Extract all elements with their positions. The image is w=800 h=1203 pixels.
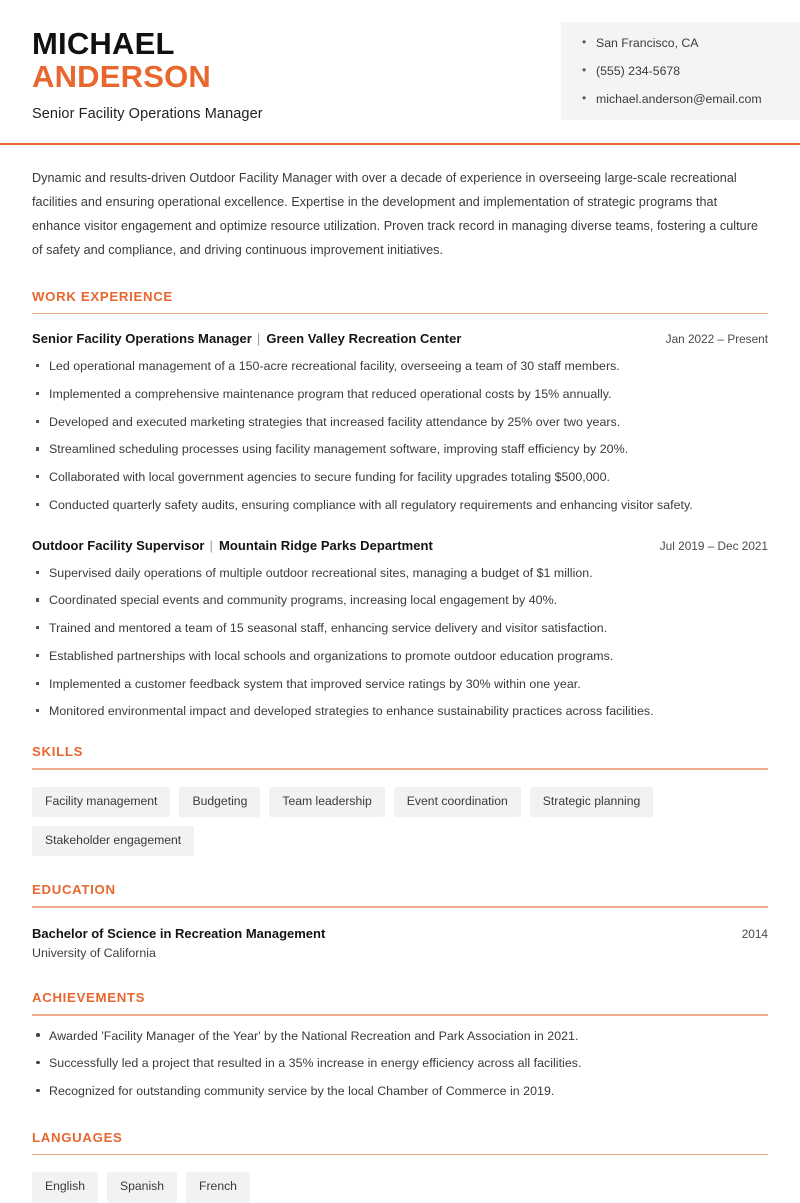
section-work-experience [32, 289, 768, 720]
job-bullet: Streamlined scheduling processes using facility management software, improving staff efficiency by 20%. [49, 441, 768, 458]
contact-item-location: • San Francisco, CA [593, 36, 784, 51]
skill-chip: Event coordination [394, 787, 521, 817]
job-bullet: Conducted quarterly safety audits, ensuring compliance with all regulatory requirements and enhancing visitor safety. [49, 497, 768, 514]
section-underline [32, 768, 768, 770]
job-bullet-list [32, 358, 768, 513]
skills-chip-list [32, 787, 768, 857]
contact-item-email[interactable]: • michael.anderson@email.com [593, 92, 784, 107]
job-bullet-list [32, 565, 768, 720]
achievement-item: Recognized for outstanding community service by the local Chamber of Commerce in 2019. [49, 1083, 768, 1100]
header-job-title: Senior Facility Operations Manager [32, 105, 263, 122]
section-title-achievements: ACHIEVEMENTS [32, 990, 146, 1006]
job-entry [32, 331, 768, 513]
job-bullet: Implemented a customer feedback system that improved service ratings by 30% within one year. [49, 676, 768, 693]
languages-chip-list [32, 1172, 768, 1202]
job-bullet: Implemented a comprehensive maintenance program that reduced operational costs by 15% annually. [49, 386, 768, 403]
section-skills [32, 744, 768, 856]
skill-chip: Budgeting [179, 787, 260, 817]
job-bullet: Led operational management of a 150-acre recreational facility, overseeing a team of 30 staff members. [49, 358, 768, 375]
section-title-languages: LANGUAGES [32, 1129, 123, 1145]
section-education [32, 882, 768, 960]
job-role: Senior Facility Operations Manager [32, 331, 252, 347]
job-company: Green Valley Recreation Center [266, 331, 462, 347]
section-underline [32, 313, 768, 315]
education-year: 2014 [741, 927, 768, 942]
education-degree: Bachelor of Science in Recreation Management [32, 926, 326, 942]
contact-info-box [561, 22, 800, 120]
education-header [32, 926, 768, 941]
language-chip: French [186, 1172, 250, 1202]
job-separator: | [209, 537, 213, 553]
section-title-education: EDUCATION [32, 882, 116, 898]
job-separator: | [256, 331, 261, 347]
language-chip: Spanish [107, 1172, 177, 1202]
section-languages [32, 1130, 768, 1203]
job-bullet: Trained and mentored a team of 15 seasonal staff, enhancing service delivery and visitor satisfaction. [49, 620, 768, 637]
contact-item-phone[interactable]: • (555) 234-5678 [593, 64, 784, 79]
section-achievements [32, 990, 768, 1100]
job-bullet: Supervised daily operations of multiple outdoor recreational sites, managing a budget of $1 million. [49, 565, 768, 582]
achievement-item: Awarded 'Facility Manager of the Year' by the National Recreation and Park Association in 2021. [49, 1028, 768, 1045]
job-bullet: Collaborated with local government agencies to secure funding for facility upgrades totaling $500,000. [49, 469, 768, 486]
achievements-list [32, 1028, 768, 1100]
section-title-work-experience: WORK EXPERIENCE [32, 288, 173, 304]
professional-summary: Dynamic and results-driven Outdoor Facility Manager with over a decade of experience in overseeing large-scale recreational facilities and ensuring operational excellence. Expertise in the development and implementation of strategic programs that enhance visitor engagement and optimize resource utilization. Proven track record in managing diverse teams, fostering a culture of safety and compliance, and driving continuous improvement initiatives. [32, 170, 759, 258]
job-entry [32, 538, 768, 720]
job-company: Mountain Ridge Parks Department [218, 537, 433, 553]
job-bullet: Established partnerships with local schools and organizations to promote outdoor education programs. [49, 648, 768, 665]
job-title-company [32, 331, 461, 346]
job-role: Outdoor Facility Supervisor [32, 537, 205, 553]
resume-header [0, 0, 800, 122]
section-underline [32, 906, 768, 908]
job-header [32, 331, 768, 346]
job-bullet: Developed and executed marketing strategies that increased facility attendance by 25% over two years. [49, 414, 768, 431]
skill-chip: Strategic planning [530, 787, 654, 817]
contact-list [579, 36, 784, 106]
skill-chip: Team leadership [269, 787, 384, 817]
education-school: University of California [32, 946, 156, 961]
header-identity [0, 22, 263, 122]
job-dates: Jul 2019 – Dec 2021 [659, 538, 768, 553]
job-bullet: Coordinated special events and community programs, increasing local engagement by 40%. [49, 592, 768, 609]
last-name: ANDERSON [32, 59, 212, 95]
section-underline [32, 1014, 768, 1016]
skill-chip: Stakeholder engagement [32, 826, 194, 856]
skill-chip: Facility management [32, 787, 170, 817]
resume-content [0, 166, 800, 1203]
job-title-company [32, 538, 433, 553]
achievement-item: Successfully led a project that resulted in a 35% increase in energy efficiency across all facilities. [49, 1055, 768, 1072]
section-underline [32, 1154, 768, 1156]
section-title-skills: SKILLS [32, 744, 84, 760]
job-header [32, 538, 768, 553]
job-bullet: Monitored environmental impact and developed strategies to enhance sustainability practices across facilities. [49, 703, 768, 720]
first-name: MICHAEL [32, 26, 175, 61]
language-chip: English [32, 1172, 98, 1202]
header-divider [0, 143, 800, 145]
education-entry [32, 926, 768, 960]
job-dates: Jan 2022 – Present [665, 332, 768, 347]
